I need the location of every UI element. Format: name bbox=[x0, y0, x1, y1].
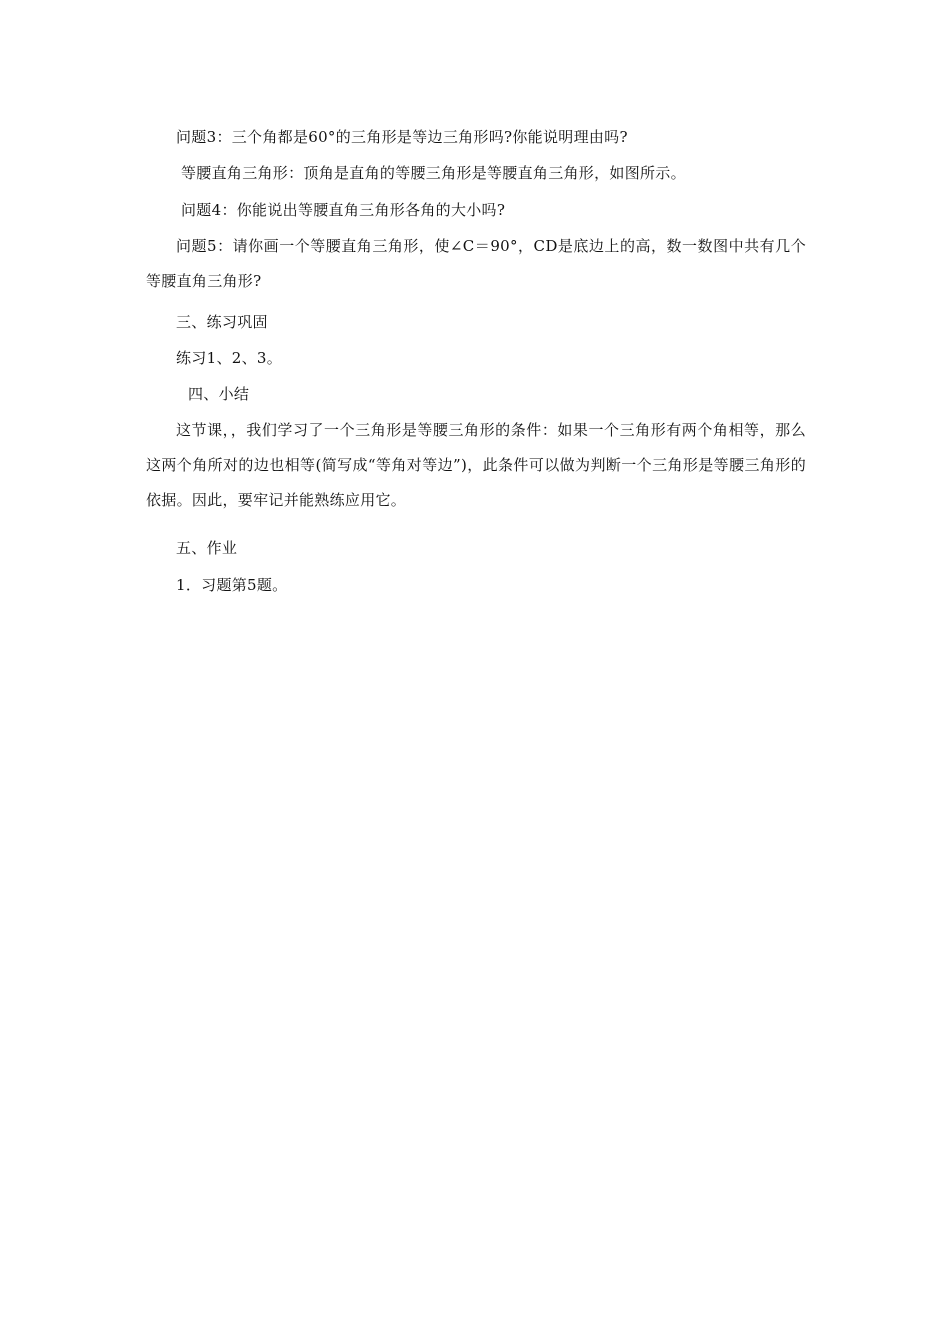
homework-item-1: 1．习题第5题。 bbox=[176, 576, 288, 594]
section-heading-homework: 五、作业 bbox=[176, 539, 238, 557]
summary-paragraph: 这节课，，我们学习了一个三角形是等腰三角形的条件：如果一个三角形有两个角相等，那么这两个角所对的边也相等(简写成“等角对等边”)，此条件可以做为判断一个三角形是等腰三角形的依据。因此，要牢记并能熟练应用它。 bbox=[146, 421, 806, 509]
question-4: 问题4：你能说出等腰直角三角形各角的大小吗? bbox=[181, 201, 506, 219]
question-5: 问题5：请你画一个等腰直角三角形，使∠C＝90°，CD是底边上的高，数一数图中共有几个等腰直角三角形? bbox=[146, 237, 806, 290]
question-3: 问题3：三个角都是60°的三角形是等边三角形吗?你能说明理由吗? bbox=[176, 128, 628, 146]
section-heading-practice: 三、练习巩固 bbox=[176, 313, 268, 331]
section-heading-summary: 四、小结 bbox=[188, 385, 250, 403]
definition-isosceles-right-triangle: 等腰直角三角形：顶角是直角的等腰三角形是等腰直角三角形，如图所示。 bbox=[181, 164, 686, 182]
practice-items: 练习1、2、3。 bbox=[176, 349, 283, 367]
